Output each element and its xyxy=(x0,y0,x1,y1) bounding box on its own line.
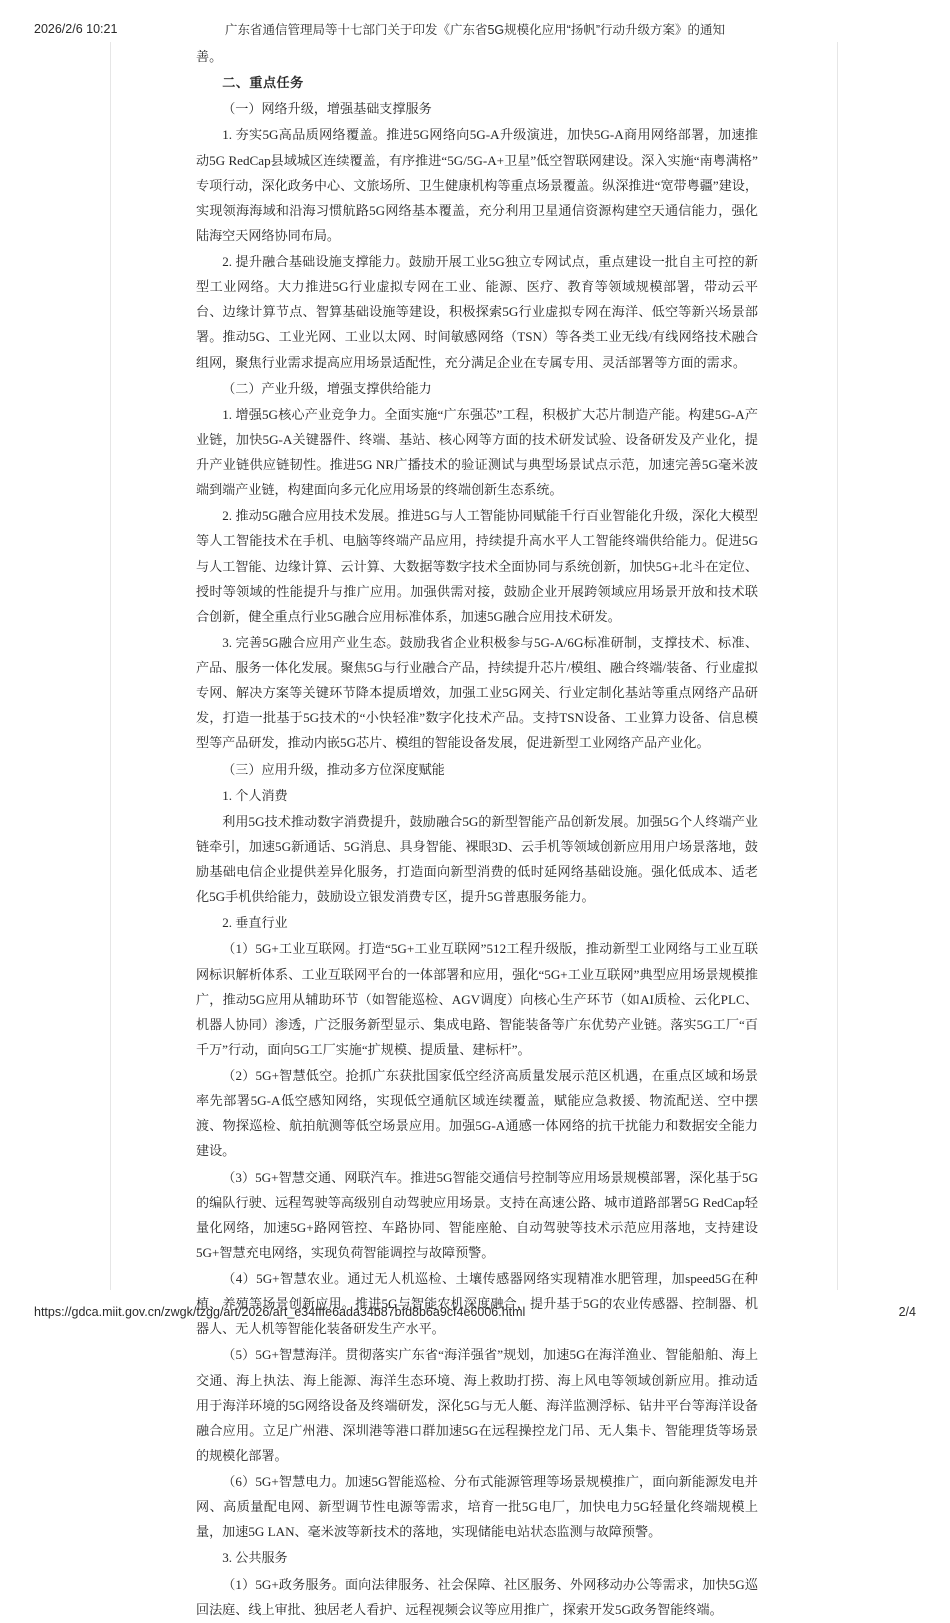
document-paragraph: 3. 完善5G融合应用产业生态。鼓励我省企业积极参与5G-A/6G标准研制，支撑技术、标准、产品、服务一体化发展。聚焦5G与行业融合产品，持续提升芯片/模组、融合终端/装备、行业虚拟专网、解决方案等关键环节降本提质增效，加强工业5G网关、行业定制化基站等重点网络产品研发，打造一批基于5G技术的“小快轻准”数字化技术产品。支持TSN设备、工业算力设备、信息模型等产品研发，推动内嵌5G芯片、模组的智能设备发展，促进新型工业网络产品产业化。 xyxy=(196,634,758,751)
document-paragraph: （6）5G+智慧电力。加速5G智能巡检、分布式能源管理等场景规模推广，面向新能源发电并网、高质量配电网、新型调节性电源等需求，培育一批5G电厂，加快电力5G轻量化终端规模上量，加速5G LAN、毫米波等新技术的落地，实现储能电站状态监测与故障预警。 xyxy=(196,1474,758,1540)
document-paragraph: （三）应用升级，推动多方位深度赋能 xyxy=(222,761,445,777)
document-paragraph: （5）5G+智慧海洋。贯彻落实广东省“海洋强省”规划，加速5G在海洋渔业、智能船舶、海上交通、海上执法、海上能源、海洋生态环境、海上救助打捞、海上风电等领域创新应用。推动适用于海洋环境的5G网络设备及终端研发，深化5G与无人艇、海洋监测浮标、钻井平台等海洋设备融合应用。立足广州港、深圳港等港口群加速5G在远程操控龙门吊、无人集卡、智能理货等场景的规模化部署。 xyxy=(196,1347,758,1463)
document-paragraph: （1）5G+工业互联网。打造“5G+工业互联网”512工程升级版，推动新型工业网络与工业互联网标识解析体系、工业互联网平台的一体部署和应用，强化“5G+工业互联网”典型应用场景规模推广，推动5G应用从辅助环节（如智能巡检、AGV调度）向核心生产环节（如AI质检、云化PLC、机器人协同）渗透，广泛服务新型显示、集成电路、智能装备等广东优势产业链。落实5G工厂“百千万”行动，面向5G工厂实施“扩规模、提质量、建标杆”。 xyxy=(196,941,758,1057)
print-header-document-title: 广东省通信管理局等十七部门关于印发《广东省5G规模化应用“扬帆”行动升级方案》的通知 xyxy=(224,23,725,37)
document-paragraph: 利用5G技术推动数字消费提升，鼓励融合5G的新型智能产品创新发展。加强5G个人终端产业链牵引，加速5G新通话、5G消息、具身智能、裸眼3D、云手机等领域创新应用用户场景落地，鼓励基础电信企业提供差异化服务，打造面向新型消费的低时延网络基础设施。强化低成本、适老化5G手机供给能力，鼓励设立银发消费专区，提升5G普惠服务能力。 xyxy=(196,813,758,905)
document-paragraph: 二、重点任务 xyxy=(222,75,304,91)
document-paragraph: 2. 推动5G融合应用技术发展。推进5G与人工智能协同赋能千行百业智能化升级，深化大模型等人工智能技术在手机、电脑等终端产品应用，持续提升高水平人工智能终端供给能力。促进5G与人工智能、边缘计算、云计算、大数据等数字技术全面协同与系统创新，加快5G+北斗在定位、授时等领域的性能提升与推广应用。加强供需对接，鼓励企业开展跨领域应用场景开放和技术联合创新，健全重点行业5G融合应用标准体系，加速5G融合应用技术研发。 xyxy=(196,508,758,624)
document-paragraph: 2. 提升融合基础设施支撑能力。鼓励开展工业5G独立专网试点，重点建设一批自主可控的新型工业网络。大力推进5G行业虚拟专网在工业、能源、医疗、教育等领域规模部署，带动云平台、边缘计算节点、智算基础设施等建设，积极探索5G行业虚拟专网在海洋、低空等新兴场景部署。推动5G、工业光网、工业以太网、时间敏感网络（TSN）等各类工业无线/有线网络技术融合组网，聚焦行业需求提高应用场景适配性，充分满足企业在专属专用、灵活部署等方面的需求。 xyxy=(196,254,758,370)
print-footer-url: https://gdca.miit.gov.cn/zwgk/tzgg/art/2026/art_e34fffe6ada34b87bfd8b6a9cf4e6006.html xyxy=(34,1305,526,1319)
print-header xyxy=(0,18,950,40)
document-paragraph: 善。 xyxy=(196,49,223,64)
print-footer xyxy=(0,1305,950,1325)
document-paragraph: （3）5G+智慧交通、网联汽车。推进5G智能交通信号控制等应用场景规模部署，深化基于5G的编队行驶、远程驾驶等高级别自动驾驶应用场景。支持在高速公路、城市道路部署5G RedCap轻量化网络，加速5G+路网管控、车路协同、智能座舱、自动驾驶等技术示范应用落地，支持建设5G+智慧充电网络，实现负荷智能调控与故障预警。 xyxy=(196,1169,758,1260)
document-paragraph: （2）5G+智慧低空。抢抓广东获批国家低空经济高质量发展示范区机遇，在重点区域和场景率先部署5G-A低空感知网络，实现低空通航区域连续覆盖，赋能应急救援、物流配送、空中摆渡、物探巡检、航拍航测等低空场景应用。加强5G-A通感一体网络的抗干扰能力和数据安全能力建设。 xyxy=(196,1068,758,1159)
document-body xyxy=(196,44,758,1623)
document-paragraph: （1）5G+政务服务。面向法律服务、社会保障、社区服务、外网移动办公等需求，加快5G巡回法庭、线上审批、独居老人看护、远程视频会议等应用推广，探索开发5G政务智能终端。 xyxy=(196,1576,758,1617)
document-paragraph: 1. 个人消费 xyxy=(222,787,288,803)
document-paragraph: 1. 夯实5G高品质网络覆盖。推进5G网络向5G-A升级演进，加快5G-A商用网络部署，加速推动5G RedCap县域城区连续覆盖，有序推进“5G/5G-A+卫星”低空智联网建设。深入实施“南粤满格”专项行动，深化政务中心、文旅场所、卫生健康机构等重点场景覆盖。纵深推进“宽带粤疆”建设，实现领海海域和沿海习惯航路5G网络基本覆盖，充分利用卫星通信资源构建空天通信能力，强化陆海空天网络协同布局。 xyxy=(196,127,758,243)
print-header-datetime: 2026/2/6 10:21 xyxy=(34,22,118,36)
document-paragraph: 3. 公共服务 xyxy=(222,1550,288,1566)
document-paragraph: （二）产业升级，增强支撑供给能力 xyxy=(222,380,432,396)
print-footer-page-indicator: 2/4 xyxy=(898,1305,916,1319)
document-paragraph: （一）网络升级，增强基础支撑服务 xyxy=(222,101,432,117)
document-paragraph: （4）5G+智慧农业。通过无人机巡检、土壤传感器网络实现精准水肥管理，加speed5G在种植、养殖等场景创新应用。推进5G与智能农机深度融合，提升基于5G的农业传感器、控制器、机器人、无人机等智能化装备研发生产水平。 xyxy=(196,1271,758,1337)
document-paragraph: 1. 增强5G核心产业竞争力。全面实施“广东强芯”工程，积极扩大芯片制造产能。构建5G-A产业链，加快5G-A关键器件、终端、基站、核心网等方面的技术研发试验、设备研发及产业化，提升产业链供应链韧性。推进5G NR广播技术的验证测试与典型场景试点示范，加速完善5G毫米波端到端产业链，构建面向多元化应用场景的终端创新生态系统。 xyxy=(196,406,758,498)
document-paragraph: 2. 垂直行业 xyxy=(222,915,288,931)
